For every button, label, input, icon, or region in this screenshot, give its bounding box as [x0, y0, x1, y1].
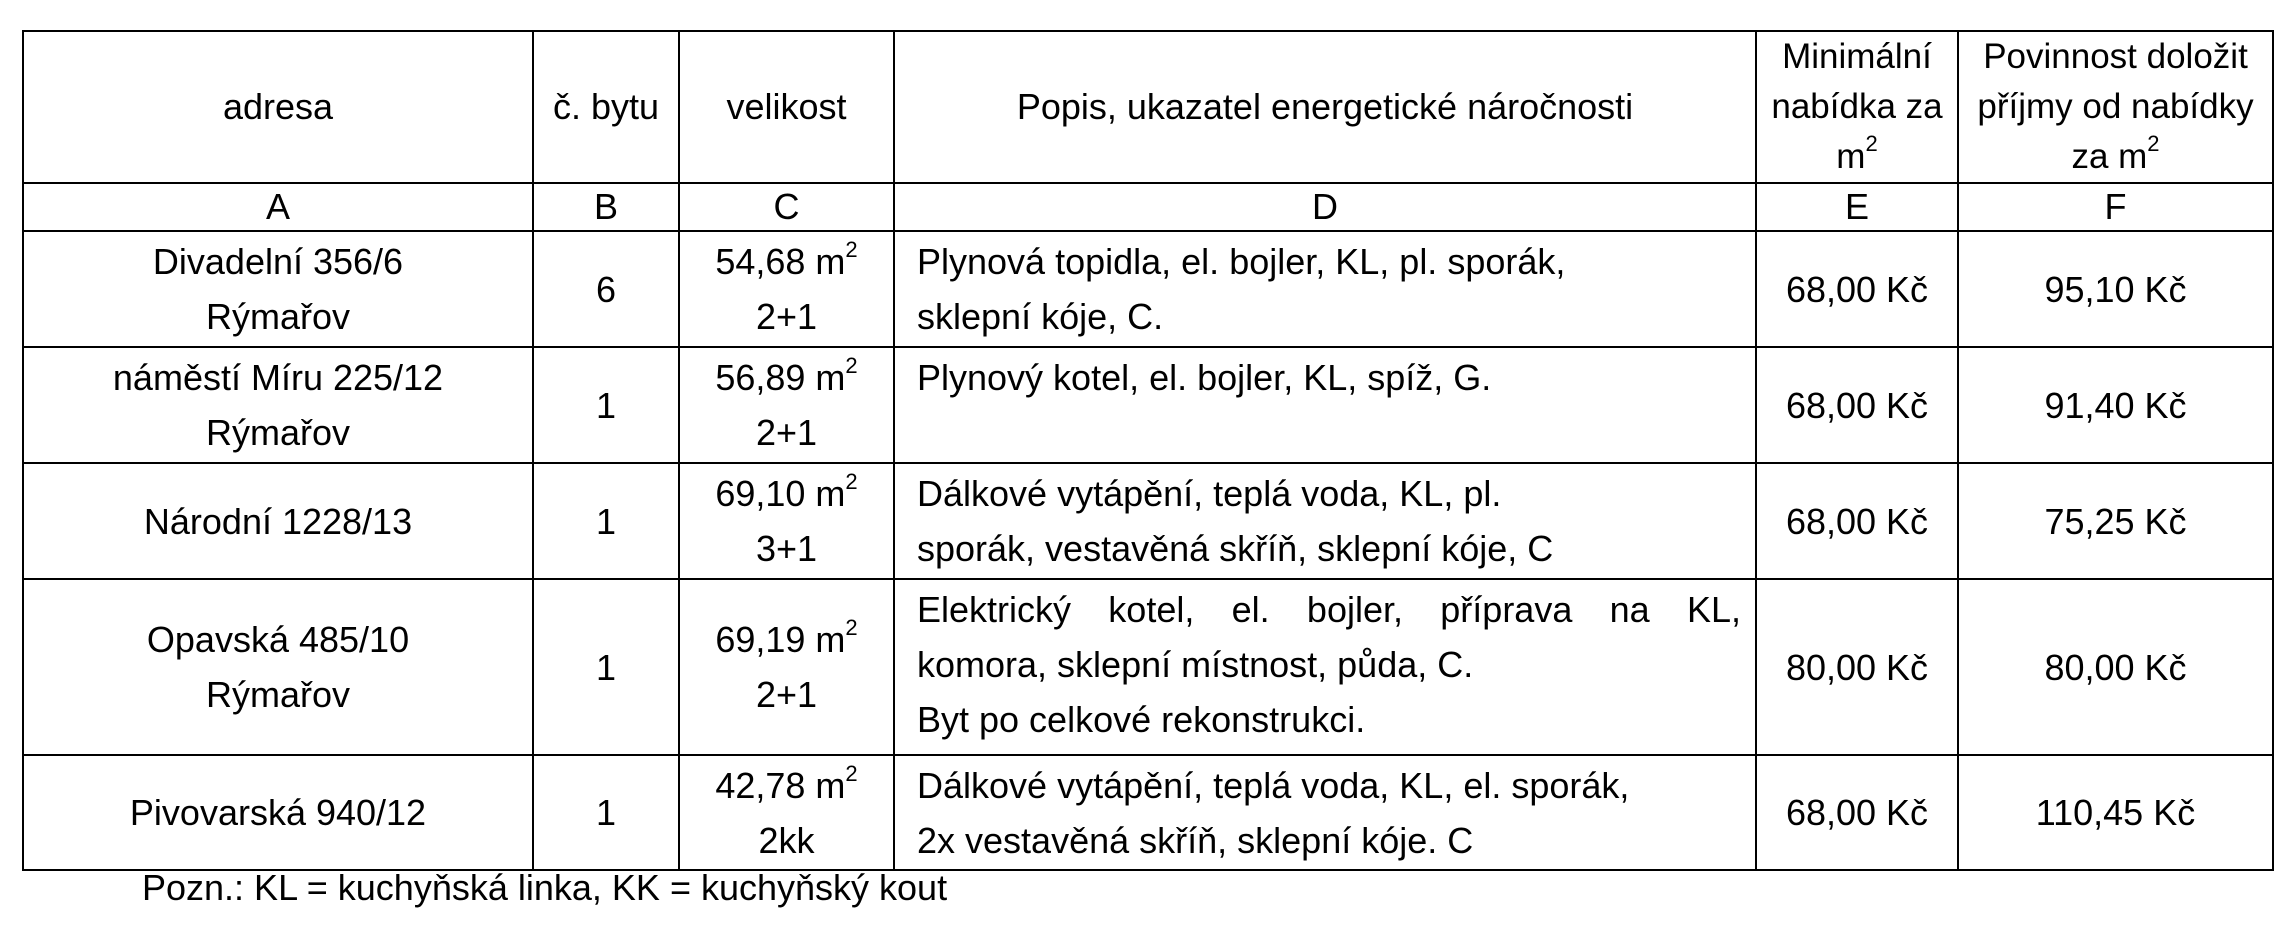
income-proof-cell: 80,00 Kč — [1958, 579, 2273, 755]
description-line: komora, sklepní místnost, půda, C. — [917, 644, 1474, 685]
layout-value: 3+1 — [755, 528, 818, 569]
table-row — [23, 579, 2273, 755]
header-income-proof-unit: za m — [2071, 137, 2148, 176]
address-cell — [23, 579, 533, 755]
table-row — [23, 231, 2273, 347]
address-line2: Rýmařov — [205, 674, 351, 715]
address-line1: Opavská 485/10 — [146, 619, 410, 660]
description-line: Byt po celkové rekonstrukci. — [917, 699, 1366, 740]
size-cell — [679, 755, 894, 870]
flat-number-cell: 1 — [533, 463, 679, 579]
column-letter: E — [1756, 183, 1958, 231]
min-offer-cell: 80,00 Kč — [1756, 579, 1958, 755]
header-address: adresa — [23, 31, 533, 183]
flat-offer-table — [22, 30, 2274, 871]
area-value: 54,68 — [715, 241, 806, 282]
column-letter: C — [679, 183, 894, 231]
description-line: sklepní kóje, C. — [917, 296, 1164, 337]
address-line2: Rýmařov — [205, 296, 351, 337]
area-line — [684, 466, 889, 521]
column-letter-row — [23, 183, 2273, 231]
income-proof-cell: 110,45 Kč — [1958, 755, 2273, 870]
column-letter: D — [894, 183, 1756, 231]
description-cell — [894, 579, 1756, 755]
header-income-proof-exponent: 2 — [2147, 131, 2160, 157]
income-proof-cell: 95,10 Kč — [1958, 231, 2273, 347]
address-cell — [23, 463, 533, 579]
area-line — [684, 758, 889, 813]
min-offer-cell: 68,00 Kč — [1756, 231, 1958, 347]
column-letter: B — [533, 183, 679, 231]
description-line: sporák, vestavěná skříň, sklepní kóje, C — [917, 528, 1554, 569]
description-line: Plynový kotel, el. bojler, KL, spíž, G. — [917, 357, 1492, 398]
address-line1: Národní 1228/13 — [143, 500, 413, 542]
footnote: Pozn.: KL = kuchyňská linka, KK = kuchyňský kout — [142, 867, 948, 908]
header-size: velikost — [679, 31, 894, 183]
area-exponent: 2 — [845, 353, 858, 378]
min-offer-cell: 68,00 Kč — [1756, 463, 1958, 579]
header-income-proof — [1958, 31, 2273, 183]
area-line — [684, 350, 889, 405]
area-unit: m — [815, 357, 846, 398]
header-row — [23, 31, 2273, 183]
header-flat-number: č. bytu — [533, 31, 679, 183]
address-line1: náměstí Míru 225/12 — [112, 357, 444, 398]
header-income-proof-line2: příjmy od nabídky — [1977, 87, 2254, 126]
header-min-offer-unit: m — [1836, 137, 1866, 176]
description-line: 2x vestavěná skříň, sklepní kóje. C — [917, 820, 1474, 861]
area-exponent: 2 — [845, 469, 858, 494]
column-letter: F — [1958, 183, 2273, 231]
layout-value: 2kk — [758, 819, 815, 861]
income-proof-cell: 91,40 Kč — [1958, 347, 2273, 463]
column-letter: A — [23, 183, 533, 231]
header-income-proof-line1: Povinnost doložit — [1983, 37, 2248, 76]
table-row — [23, 347, 2273, 463]
area-value: 42,78 — [715, 764, 806, 806]
area-exponent: 2 — [845, 237, 858, 262]
size-cell — [679, 579, 894, 755]
area-exponent: 2 — [845, 615, 858, 640]
flat-number-cell: 6 — [533, 231, 679, 347]
size-cell — [679, 347, 894, 463]
header-min-offer — [1756, 31, 1958, 183]
header-min-offer-exponent: 2 — [1865, 131, 1878, 157]
flat-number-cell: 1 — [533, 347, 679, 463]
address-cell — [23, 231, 533, 347]
income-proof-cell: 75,25 Kč — [1958, 463, 2273, 579]
description-line: Plynová topidla, el. bojler, KL, pl. sporák, — [917, 241, 1566, 282]
size-cell — [679, 231, 894, 347]
description-cell — [894, 755, 1756, 870]
area-line — [684, 234, 889, 289]
min-offer-cell: 68,00 Kč — [1756, 347, 1958, 463]
area-value: 56,89 — [715, 357, 806, 398]
address-line2: Rýmařov — [205, 412, 351, 453]
area-unit: m — [815, 764, 846, 806]
address-cell — [23, 755, 533, 870]
header-description: Popis, ukazatel energetické náročnosti — [894, 31, 1756, 183]
header-min-offer-line1: Minimální — [1782, 37, 1932, 76]
description-line: Dálkové vytápění, teplá voda, KL, el. sporák, — [917, 765, 1630, 806]
address-cell — [23, 347, 533, 463]
address-line1: Divadelní 356/6 — [152, 241, 404, 282]
description-line: Elektrický kotel, el. bojler, příprava na KL, — [917, 589, 1741, 630]
header-income-proof-unit-line — [1961, 132, 2270, 182]
table-row — [23, 463, 2273, 579]
description-cell — [894, 347, 1756, 463]
flat-number-cell: 1 — [533, 579, 679, 755]
description-cell — [894, 463, 1756, 579]
header-min-offer-line2: nabídka za — [1771, 87, 1943, 126]
area-exponent: 2 — [845, 760, 858, 786]
flat-number-cell: 1 — [533, 755, 679, 870]
min-offer-cell: 68,00 Kč — [1756, 755, 1958, 870]
area-value: 69,10 — [715, 473, 806, 514]
layout-value: 2+1 — [755, 412, 818, 453]
area-value: 69,19 — [715, 619, 806, 660]
area-unit: m — [815, 619, 846, 660]
area-unit: m — [815, 241, 846, 282]
table-row — [23, 755, 2273, 870]
layout-value: 2+1 — [755, 674, 818, 715]
area-line — [684, 612, 889, 667]
size-cell — [679, 463, 894, 579]
layout-value: 2+1 — [755, 296, 818, 337]
address-line1: Pivovarská 940/12 — [129, 792, 427, 833]
description-line: Dálkové vytápění, teplá voda, KL, pl. — [917, 473, 1502, 514]
header-min-offer-unit-line — [1759, 132, 1955, 182]
area-unit: m — [815, 473, 846, 514]
description-cell — [894, 231, 1756, 347]
